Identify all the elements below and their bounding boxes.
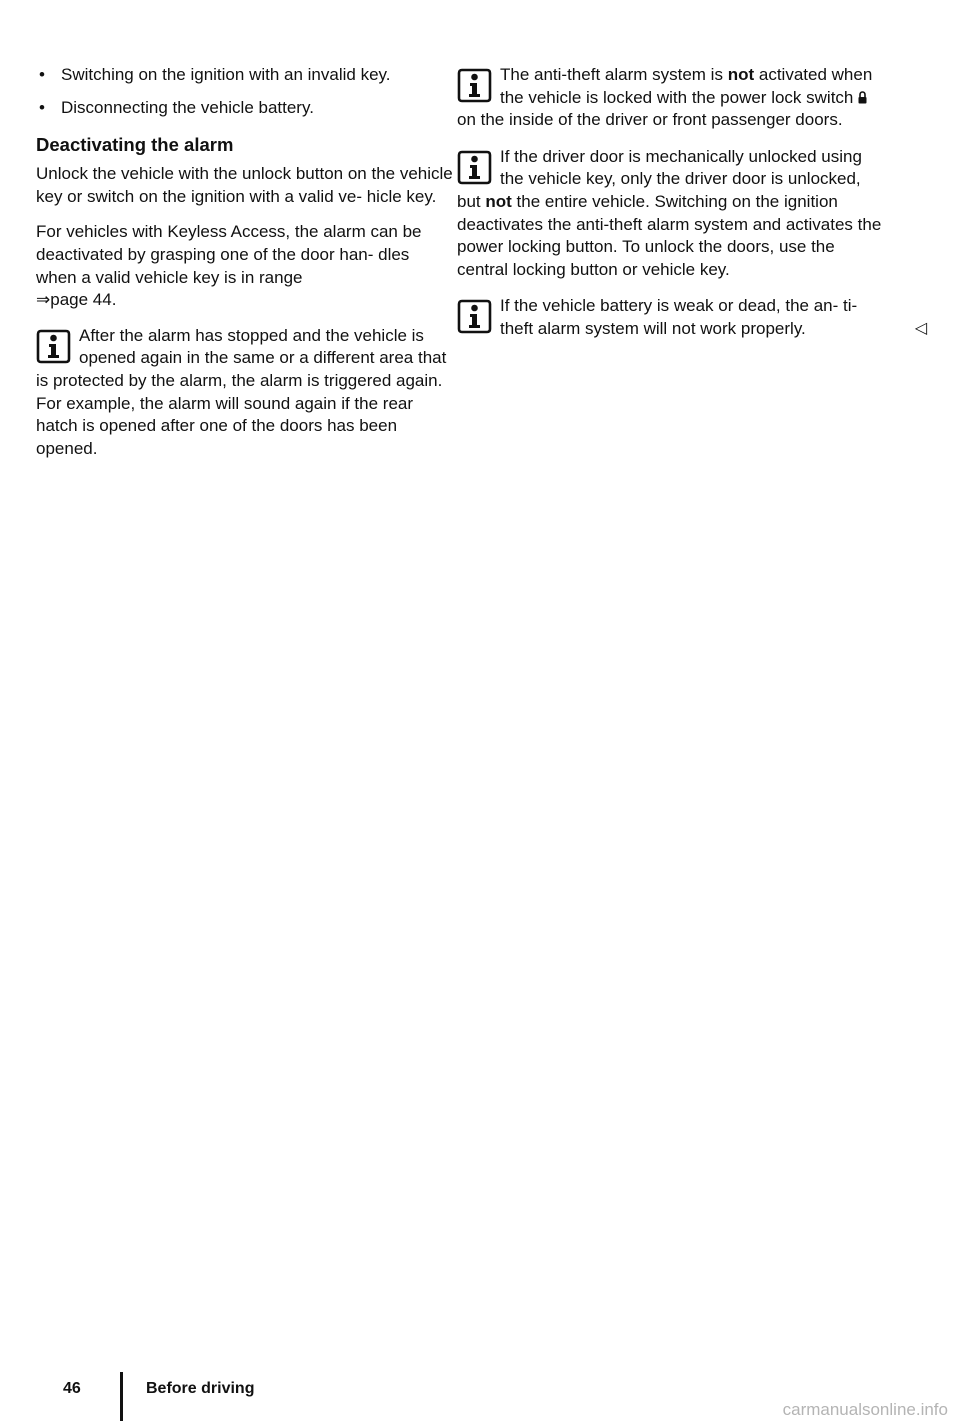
info-icon bbox=[36, 328, 71, 365]
info-note bbox=[457, 146, 887, 282]
end-of-section-icon: ◁ bbox=[914, 319, 927, 337]
paragraph-text: For vehicles with Keyless Access, the alarm can be deactivated by grasping one of the door han- dles when a valid vehicle key is in range bbox=[36, 222, 422, 287]
lock-icon bbox=[858, 91, 867, 104]
emphasis-text: not bbox=[485, 191, 512, 211]
info-note bbox=[36, 325, 454, 461]
info-note bbox=[457, 295, 927, 340]
watermark: carmanualsonline.info bbox=[782, 1400, 948, 1419]
bullet-list bbox=[36, 64, 454, 119]
note-text: activated when the vehicle is locked with the power lock switch bbox=[500, 65, 873, 107]
info-icon bbox=[457, 149, 492, 186]
note-text: the entire vehicle. Switching on the ignition deactivates the anti-theft alarm system and activates the power locking button. To unlock the doors, use the central locking button or vehicle key. bbox=[457, 191, 882, 279]
note-text: After the alarm has stopped and the vehicle is opened again in the same or a different area that is protected by the alarm, the alarm is triggered again. For example, the alarm will sound again if the rear hatch is opened after one of the doors has been opened. bbox=[36, 325, 447, 458]
paragraph bbox=[36, 221, 454, 311]
page-number: 46 bbox=[63, 1380, 81, 1397]
left-column bbox=[36, 64, 454, 474]
info-icon bbox=[457, 67, 492, 104]
right-column bbox=[457, 64, 927, 355]
list-item: • Disconnecting the vehicle battery. bbox=[36, 97, 454, 120]
info-note bbox=[457, 64, 887, 132]
note-text: on the inside of the driver or front passenger doors. bbox=[457, 110, 843, 130]
paragraph: Unlock the vehicle with the unlock button on the vehicle key or switch on the ignition with a valid ve- hicle key. bbox=[36, 164, 453, 206]
section-title: Before driving bbox=[146, 1380, 255, 1397]
info-icon bbox=[457, 298, 492, 335]
page-reference-link[interactable]: ⇒page 44. bbox=[36, 290, 117, 310]
note-text: If the vehicle battery is weak or dead, the an- ti-theft alarm system will not work properly. bbox=[500, 296, 858, 338]
list-item: • Switching on the ignition with an invalid key. bbox=[36, 64, 454, 87]
note-text: The anti-theft alarm system is bbox=[500, 65, 723, 84]
emphasis-text: not bbox=[727, 65, 755, 84]
footer-divider bbox=[120, 1372, 123, 1421]
note-text: If the driver door is mechanically unlocked using the vehicle key, only the driver door is unlocked, but bbox=[457, 146, 862, 211]
section-heading: Deactivating the alarm bbox=[36, 134, 234, 156]
